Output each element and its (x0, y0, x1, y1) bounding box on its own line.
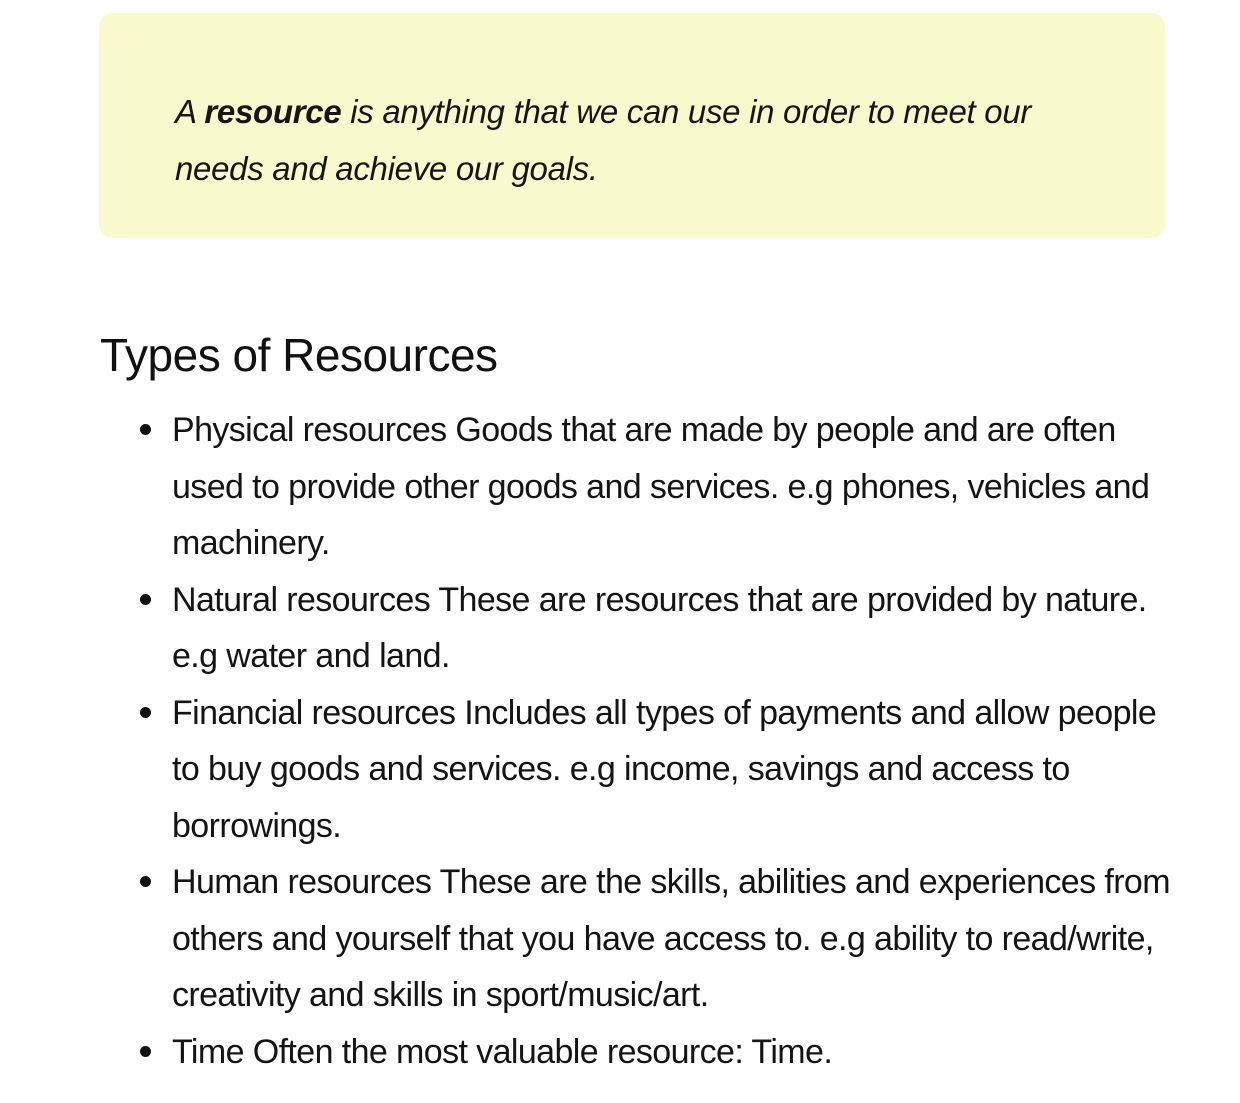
bullet-icon (140, 1046, 151, 1057)
list-item-text: Time Often the most valuable resource: Time. (172, 1032, 833, 1071)
list-item (172, 685, 1182, 855)
list-item (172, 572, 1182, 685)
bullet-icon (140, 594, 151, 605)
definition-prefix: A (175, 93, 205, 130)
list-item-text: Human resources These are the skills, abilities and experiences from others and yourself that you have access to. e.g ability to read/write, creativity and skills in sport/music/art. (172, 863, 1170, 1014)
bullet-icon (140, 424, 151, 435)
list-item (172, 1024, 1182, 1081)
list-item-text: Natural resources These are resources that are provided by nature. e.g water and land. (172, 580, 1147, 675)
list-item-text: Physical resources Goods that are made by people and are often used to provide other goods and services. e.g phones, vehicles and machinery. (172, 411, 1150, 562)
bullet-icon (140, 876, 151, 887)
definition-text (175, 83, 1089, 197)
bullet-icon (140, 707, 151, 718)
definition-callout (99, 13, 1165, 238)
list-item-text: Financial resources Includes all types of payments and allow people to buy goods and services. e.g income, savings and access to borrowings. (172, 693, 1157, 845)
definition-rest: is anything that we can use in order to meet our needs and achieve our goals. (175, 93, 1032, 187)
section-title: Types of Resources (100, 329, 498, 381)
list-item (172, 854, 1182, 1024)
list-item (172, 402, 1182, 572)
resource-list (172, 402, 1182, 1080)
definition-keyword: resource (204, 93, 342, 130)
